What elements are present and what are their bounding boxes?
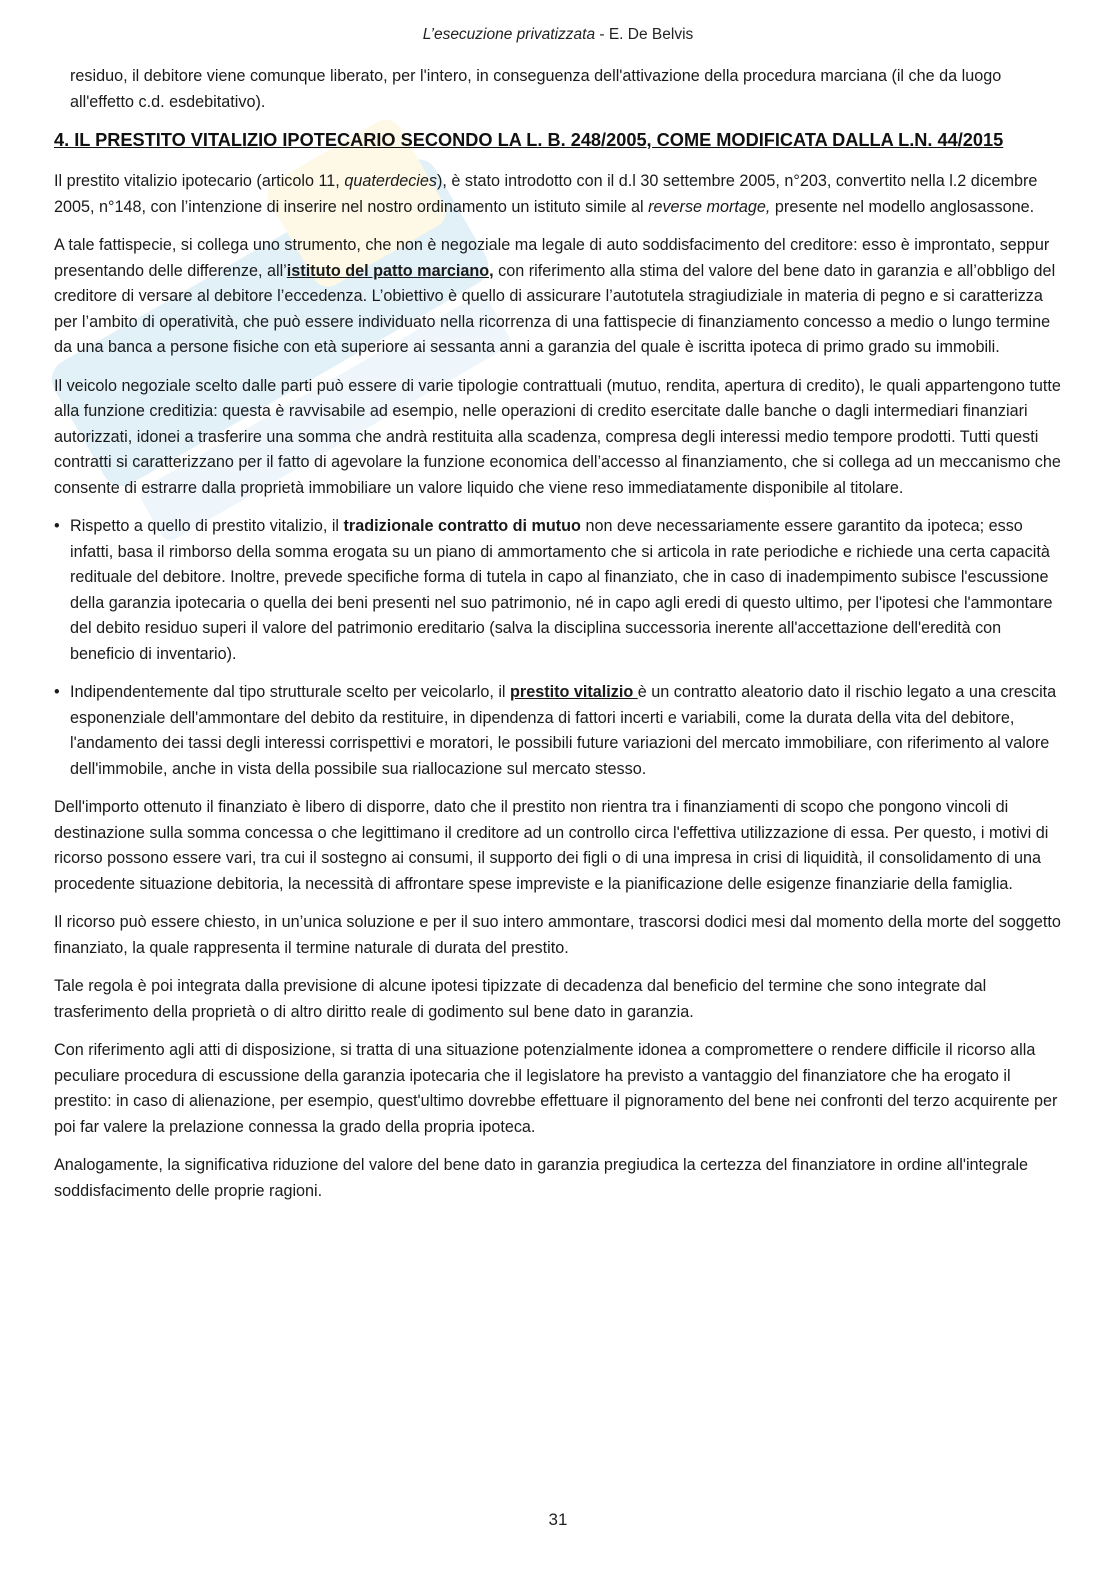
p2-bold-underline: istituto del patto marciano, — [286, 261, 494, 280]
bullet-list — [54, 514, 1064, 782]
intro-continuation: residuo, il debitore viene comunque liberato, per l'intero, in conseguenza dell'attivazione della procedura marciana (il che da luogo all'effetto c.d. esdebitativo). — [70, 67, 1002, 111]
p1-italic-1: quaterdecies — [344, 172, 438, 190]
page-number: 31 — [548, 1510, 568, 1529]
header-title: L’esecuzione privatizzata — [422, 26, 596, 43]
p1-text-2: ), è stato introdotto con il d.l 30 settembre 2005, n°203, convertito nella l.2 dicembre 2005, n°148, con l’intenzione di inserire nel nostro ordinamento un istituto simile al — [54, 172, 1038, 216]
bullet-marker: • — [54, 517, 60, 535]
bullet-item — [54, 680, 1064, 782]
p2-text-1: A tale fattispecie, si collega uno strumento, che non è negoziale ma legale di auto soddisfacimento del creditore: esso è improntato, seppur presentando delle differenze, all’ — [54, 236, 1050, 280]
bullet-1-text-1: Rispetto a quello di prestito vitalizio, il — [70, 517, 344, 535]
paragraph-1 — [54, 169, 1064, 220]
bullet-item — [54, 514, 1064, 667]
paragraph-4: Dell'importo ottenuto il finanziato è libero di disporre, dato che il prestito non rientra tra i finanziamenti di scopo che pongono vincoli di destinazione sulla somma concessa o che legittimano il creditore ad un controllo circa l'effettiva utilizzazione di essa. Per questo, i motivi di ricorso possono essere vari, tra cui il sostegno ai consumi, il supporto dei figli o di una impresa in crisi di liquidità, il consolidamento di una procedente situazione debitoria, la necessità di affrontare spese impreviste e la pianificazione delle esigenze finanziarie della famiglia. — [54, 798, 1049, 893]
paragraph-8: Analogamente, la significativa riduzione del valore del bene dato in garanzia pregiudica la certezza del finanziatore in ordine all'integrale soddisfacimento delle proprie ragioni. — [54, 1156, 1029, 1200]
header-separator: - — [595, 26, 609, 43]
bullet-marker: • — [54, 683, 60, 701]
p2-text-2: con riferimento alla stima del valore del bene dato in garanzia e all’obbligo del creditore di versare al debitore l’eccedenza. L’obiettivo è quello di assicurare l’autotutela stragiudiziale in materia di pegno e si caratterizza per l’ambito di operatività, che può essere individuato nella ricorrenza di una fattispecie di finanziamento concesso a medio o lungo termine da una banca a persone fisiche con età superiore ai sessanta anni a garanzia del quale è iscritta ipoteca di primo grado su immobili. — [54, 261, 1056, 356]
paragraph-3: Il veicolo negoziale scelto dalle parti può essere di varie tipologie contrattuali (mutuo, rendita, apertura di credito), le quali appartengono tutte alla funzione creditizia: questa è ravvisabile ad esempio, nelle operazioni di credito esercitate dalle banche o dagli intermediari finanziari autorizzati, idonei a trasferire una somma che andrà restituita alla scadenza, compresa degli interessi medio tempore prodotti. Tutti questi contratti si caratterizzano per il fatto di agevolare la funzione economica dell’accesso al finanziamento, che si collega ad un meccanismo che consente di estrarre dalla proprietà immobiliare un valore liquido che viene reso immediatamente disponibile al titolare. — [54, 376, 1061, 497]
header-author: E. De Belvis — [608, 26, 694, 43]
p1-text-3: presente nel modello anglosassone. — [770, 197, 1035, 216]
page-header — [0, 26, 1116, 44]
paragraph-7: Con riferimento agli atti di disposizione, si tratta di una situazione potenzialmente idonea a compromettere o rendere difficile il ricorso alla peculiare procedura di escussione della garanzia ipotecaria che il legislatore ha previsto a vantaggio del finanziatore che ha erogato il prestito: in caso di alienazione, per esempio, quest'ultimo dovrebbe effettuare il pignoramento del bene nei confronti del terzo acquirente per poi far valere la prelazione connessa la grado della propria ipoteca. — [54, 1041, 1058, 1136]
bullet-2-text-1: Indipendentemente dal tipo strutturale scelto per veicolarlo, il — [70, 683, 511, 701]
bullet-1-text-2: non deve necessariamente essere garantito da ipoteca; esso infatti, basa il rimborso della somma erogata su un piano di ammortamento che si articola in rate periodiche e richiede una certa capacità reditualе del debitore. Inoltre, prevede specifiche forma di tutela in capo al finanziato, che in caso di inadempimento subisce l'escussione della garanzia ipotecaria o quella dei beni presenti nel suo patrimonio, né in capo agli eredi di questo ultimo, per l'ipotesi che l'ammontare del debito residuo superi il valore del patrimonio ereditario (salva la disciplina successoria inerente all'accettazione dell'eredità con beneficio di inventario). — [70, 517, 1053, 663]
bullet-2-text-2: è un contratto aleatorio dato il rischio legato a una crescita esponenziale dell'ammontare del debito da restituire, in dipendenza di fattori incerti e variabili, come la durata della vita del debitore, l'andamento dei tassi degli interessi corrispettivi e moratori, le possibili future variazioni del mercato immobiliare, con riferimento al valore dell'immobile, anche in vista della possibile sua riallocazione sul mercato stesso. — [70, 683, 1057, 778]
bullet-1-bold: tradizionale contratto di mutuo — [343, 517, 581, 535]
p1-text-1: Il prestito vitalizio ipotecario (articolo 11, — [54, 172, 345, 190]
paragraph-5: Il ricorso può essere chiesto, in un’unica soluzione e per il suo intero ammontare, trascorsi dodici mesi dal momento della morte del soggetto finanziato, la quale rappresenta il termine naturale di durata del prestito. — [54, 913, 1061, 957]
paragraph-6: Tale regola è poi integrata dalla previsione di alcune ipotesi tipizzate di decadenza dal beneficio del termine che sono integrate dal trasferimento della proprietà o di altro diritto reale di godimento sul bene dato in garanzia. — [54, 977, 987, 1021]
p1-italic-2: reverse mortage, — [648, 197, 771, 216]
bullet-2-bold-underline: prestito vitalizio — [510, 683, 638, 701]
section-heading: 4. IL PRESTITO VITALIZIO IPOTECARIO SECONDO LA L. B. 248/2005, COME MODIFICATA DALLA L.N. 44/2015 — [54, 130, 1004, 150]
paragraph-2 — [54, 233, 1064, 361]
page-body — [54, 64, 1064, 1217]
